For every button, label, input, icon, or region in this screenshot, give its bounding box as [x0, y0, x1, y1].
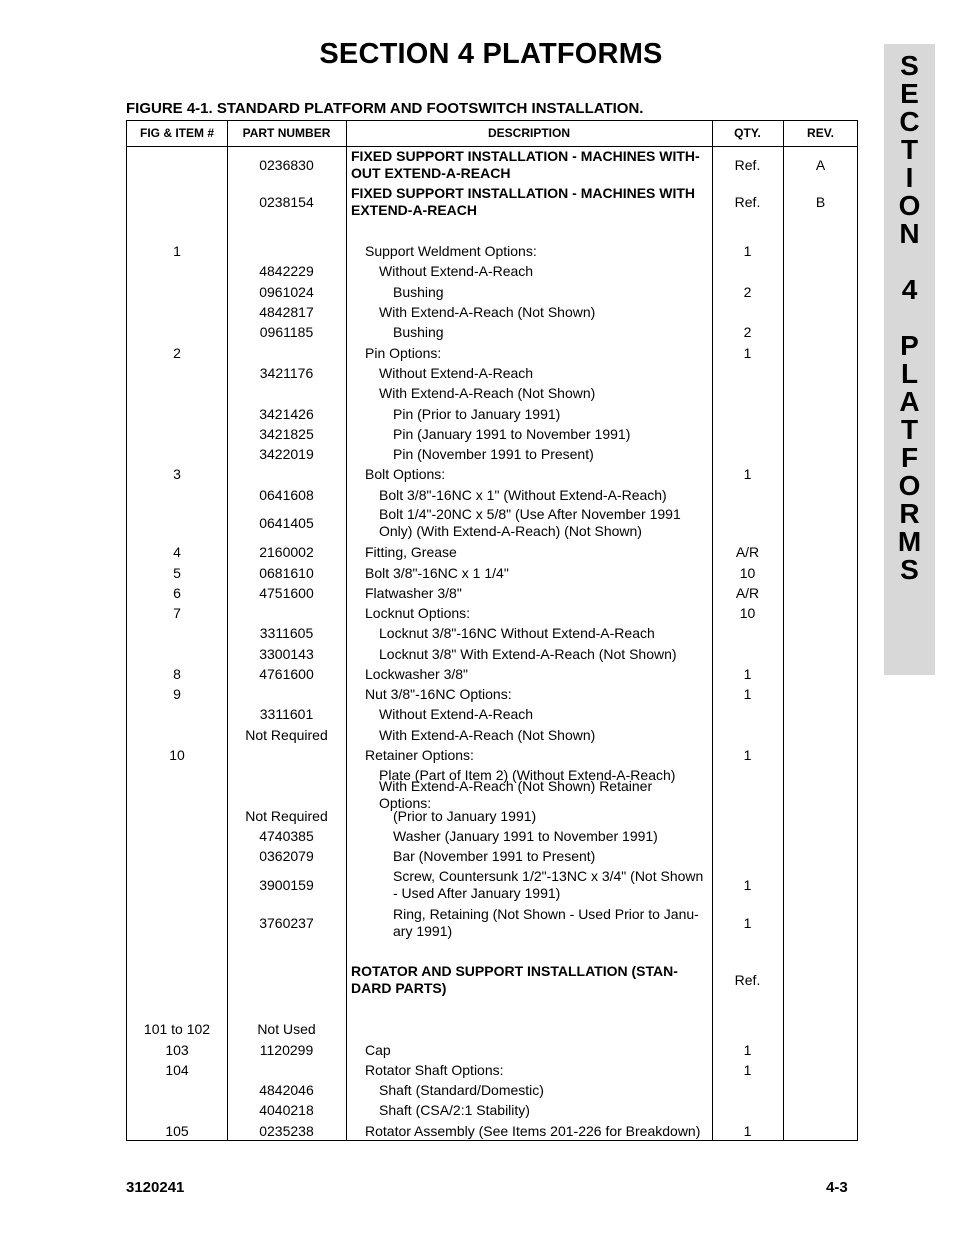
- cell-description: FIXED SUPPORT INSTALLATION - MACHINES WITH EXTEND-A-REACH: [351, 185, 696, 218]
- parts-table: [126, 120, 858, 1141]
- cell-qty: Ref.: [734, 193, 761, 210]
- cell-description: With Extend-A-Reach (Not Shown): [379, 384, 596, 401]
- cell-qty: 1: [743, 665, 752, 682]
- side-tab-letter: R: [899, 498, 920, 529]
- cell-description: Washer (January 1991 to November 1991): [393, 827, 658, 844]
- cell-description: Bushing: [393, 283, 444, 300]
- cell-qty: 1: [743, 1122, 752, 1139]
- cell-description: Without Extend-A-Reach: [379, 262, 534, 279]
- cell-description: Flatwasher 3/8": [365, 584, 462, 601]
- cell-fig-item: 3: [173, 465, 181, 482]
- cell-fig-item: 6: [173, 584, 181, 601]
- cell-description: Bolt 3/8"-16NC x 1" (Without Extend-A-Reach): [379, 486, 667, 503]
- cell-description: Locknut 3/8" With Extend-A-Reach (Not Shown): [379, 645, 677, 662]
- cell-description: Bolt 1/4"-20NC x 5/8" (Use After November 1991 Only) (With Extend-A-Reach) (Not Shown): [379, 506, 681, 539]
- cell-fig-item: 10: [169, 746, 185, 763]
- cell-fig-item: 5: [173, 564, 181, 581]
- cell-part-number: 0236830: [259, 156, 314, 173]
- cell-part-number: 4040218: [259, 1101, 314, 1118]
- cell-description: Ring, Retaining (Not Shown - Used Prior to Janu-ary 1991): [393, 906, 699, 939]
- header-divider: [127, 146, 857, 147]
- side-tab-letter: O: [898, 190, 921, 221]
- cell-fig-item: 4: [173, 543, 181, 560]
- cell-description: Shaft (Standard/Domestic): [379, 1081, 544, 1098]
- cell-part-number: 0961185: [259, 323, 314, 340]
- cell-fig-item: 1: [173, 242, 181, 259]
- cell-fig-item: 105: [165, 1122, 189, 1139]
- cell-qty: A/R: [735, 543, 760, 560]
- cell-description: Pin (January 1991 to November 1991): [393, 425, 631, 442]
- cell-part-number: 4740385: [259, 827, 314, 844]
- side-tab-letter: 4: [901, 274, 918, 305]
- cell-description: Plate (Part of Item 2) (Without Extend-A-Reach): [379, 766, 676, 783]
- cell-description: Screw, Countersunk 1/2"-13NC x 3/4" (Not Shown - Used After January 1991): [393, 868, 704, 901]
- cell-fig-item: 104: [165, 1061, 189, 1078]
- header-description: DESCRIPTION: [487, 126, 570, 140]
- cell-part-number: 3421825: [259, 425, 314, 442]
- cell-description: Rotator Assembly (See Items 201-226 for Breakdown): [365, 1122, 701, 1139]
- header-qty: QTY.: [734, 126, 761, 140]
- cell-qty: Ref.: [734, 156, 761, 173]
- cell-part-number: 4842817: [259, 303, 314, 320]
- cell-fig-item: 7: [173, 604, 181, 621]
- cell-part-number: Not Required: [245, 807, 328, 824]
- cell-description: Bolt Options:: [365, 465, 446, 482]
- cell-qty: 1: [743, 344, 752, 361]
- cell-description: Retainer Options:: [365, 746, 474, 763]
- column-divider: [346, 121, 347, 1140]
- cell-qty: Ref.: [734, 971, 761, 988]
- column-divider: [783, 121, 784, 1140]
- cell-qty: 1: [743, 465, 752, 482]
- cell-part-number: 3311605: [259, 624, 314, 641]
- cell-description: Support Weldment Options:: [365, 242, 537, 259]
- header-fig-item: FIG & ITEM #: [139, 126, 214, 140]
- cell-part-number: 4751600: [259, 584, 314, 601]
- figure-caption: FIGURE 4-1. STANDARD PLATFORM AND FOOTSWITCH INSTALLATION.: [126, 100, 644, 117]
- side-tab-letter: I: [905, 162, 914, 193]
- side-tab-letter: O: [898, 470, 921, 501]
- cell-part-number: Not Required: [245, 726, 328, 743]
- cell-description: Shaft (CSA/2:1 Stability): [379, 1101, 530, 1118]
- cell-description: Locknut Options:: [365, 604, 471, 621]
- cell-description: Bolt 3/8"-16NC x 1 1/4": [365, 564, 509, 581]
- cell-qty: 10: [739, 604, 756, 621]
- cell-qty: 1: [743, 242, 752, 259]
- side-tab-letter: L: [900, 358, 919, 389]
- cell-part-number: 0235238: [259, 1122, 314, 1139]
- cell-part-number: 0238154: [259, 193, 314, 210]
- cell-description: With Extend-A-Reach (Not Shown) Retainer Options:: [379, 778, 653, 811]
- header-part-number: PART NUMBER: [242, 126, 331, 140]
- side-tab-letter: C: [899, 106, 920, 137]
- cell-description: Pin Options:: [365, 344, 442, 361]
- cell-part-number: 3300143: [259, 645, 314, 662]
- cell-description: Fitting, Grease: [365, 543, 457, 560]
- cell-part-number: 0641608: [259, 486, 314, 503]
- page-number: 4-3: [826, 1179, 848, 1196]
- cell-part-number: 0641405: [259, 514, 314, 531]
- cell-part-number: 4842046: [259, 1081, 314, 1098]
- cell-description: Lockwasher 3/8": [365, 665, 469, 682]
- cell-fig-item: 103: [165, 1041, 189, 1058]
- cell-fig-item: 9: [173, 685, 181, 702]
- section-side-tab: [884, 44, 935, 675]
- cell-description: (Prior to January 1991): [393, 807, 537, 824]
- header-rev: REV.: [807, 126, 834, 140]
- cell-qty: 1: [743, 876, 752, 893]
- cell-description: ROTATOR AND SUPPORT INSTALLATION (STAN-DARD PARTS): [351, 963, 678, 996]
- cell-part-number: 0362079: [259, 847, 314, 864]
- cell-qty: 1: [743, 1061, 752, 1078]
- cell-part-number: 4842229: [259, 262, 314, 279]
- cell-description: Without Extend-A-Reach: [379, 705, 534, 722]
- side-tab-letter: T: [900, 134, 919, 165]
- cell-qty: 2: [743, 283, 752, 300]
- cell-description: With Extend-A-Reach (Not Shown): [379, 303, 596, 320]
- cell-rev: A: [815, 156, 826, 173]
- cell-part-number: 0681610: [259, 564, 314, 581]
- cell-description: Rotator Shaft Options:: [365, 1061, 504, 1078]
- cell-part-number: 2160002: [259, 543, 314, 560]
- cell-qty: 1: [743, 914, 752, 931]
- cell-qty: 10: [739, 564, 756, 581]
- cell-part-number: 3421176: [259, 364, 314, 381]
- cell-part-number: 4761600: [259, 665, 314, 682]
- cell-description: Nut 3/8"-16NC Options:: [365, 685, 512, 702]
- cell-qty: 1: [743, 1041, 752, 1058]
- side-tab-letter: M: [897, 526, 922, 557]
- cell-fig-item: 8: [173, 665, 181, 682]
- document-number: 3120241: [126, 1179, 185, 1196]
- page-title: SECTION 4 PLATFORMS: [319, 38, 663, 70]
- cell-qty: 1: [743, 685, 752, 702]
- cell-fig-item: 2: [173, 344, 181, 361]
- cell-rev: B: [815, 193, 826, 210]
- cell-description: Bushing: [393, 323, 444, 340]
- side-tab-letter: S: [900, 50, 919, 81]
- cell-qty: A/R: [735, 584, 760, 601]
- cell-description: With Extend-A-Reach (Not Shown): [379, 726, 596, 743]
- side-tab-letter: T: [900, 414, 919, 445]
- cell-part-number: 3422019: [259, 445, 314, 462]
- side-tab-letter: A: [899, 386, 920, 417]
- cell-description: FIXED SUPPORT INSTALLATION - MACHINES WITH-OUT EXTEND-A-REACH: [351, 148, 700, 181]
- cell-description: Pin (Prior to January 1991): [393, 405, 561, 422]
- cell-part-number: 0961024: [259, 283, 314, 300]
- cell-part-number: 3900159: [259, 876, 314, 893]
- cell-description: Bar (November 1991 to Present): [393, 847, 596, 864]
- cell-description: Without Extend-A-Reach: [379, 364, 534, 381]
- side-tab-letter: F: [900, 442, 919, 473]
- side-tab-letter: N: [899, 218, 920, 249]
- side-tab-letter: P: [900, 330, 919, 361]
- cell-description: Cap: [365, 1041, 391, 1058]
- cell-qty: 2: [743, 323, 752, 340]
- cell-part-number: 3760237: [259, 914, 314, 931]
- side-tab-letter: E: [900, 78, 919, 109]
- cell-fig-item: 101 to 102: [143, 1020, 211, 1037]
- cell-part-number: 3311601: [259, 705, 314, 722]
- cell-description: Pin (November 1991 to Present): [393, 445, 594, 462]
- side-tab-letter: S: [900, 554, 919, 585]
- cell-description: Locknut 3/8"-16NC Without Extend-A-Reach: [379, 624, 655, 641]
- cell-part-number: Not Used: [257, 1020, 316, 1037]
- cell-qty: 1: [743, 746, 752, 763]
- cell-part-number: 1120299: [259, 1041, 314, 1058]
- cell-part-number: 3421426: [259, 405, 314, 422]
